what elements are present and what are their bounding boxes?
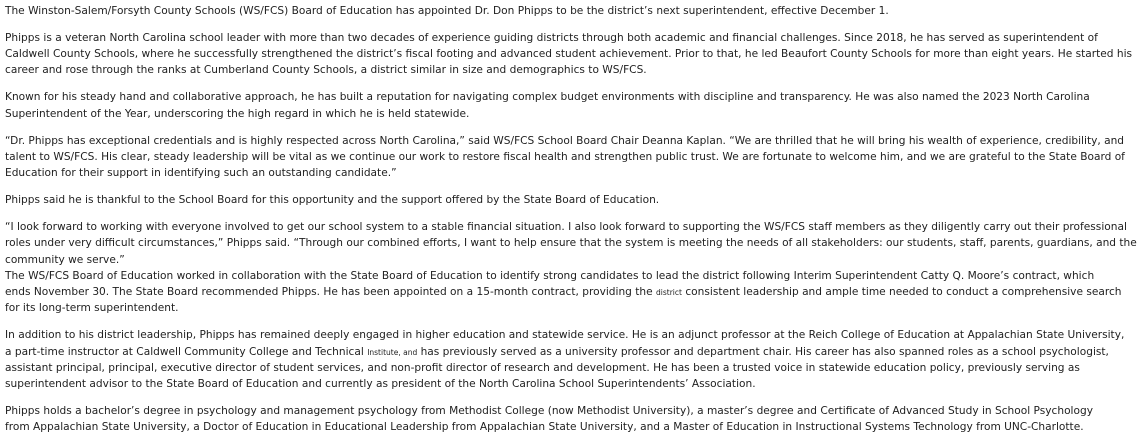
paragraph bbox=[5, 268, 1122, 317]
text-run: superintendent advisor to the State Board of Education and currently as president of the North Carolina School Superintendents’ Association. bbox=[5, 378, 756, 391]
text-line bbox=[5, 284, 1122, 300]
text-line bbox=[5, 106, 1022, 122]
paragraph bbox=[5, 327, 1125, 392]
text-run: for its long-term superintendent. bbox=[5, 302, 179, 315]
text-line bbox=[5, 89, 1090, 105]
paragraph bbox=[5, 3, 1022, 19]
text-line bbox=[5, 327, 1125, 343]
text-line bbox=[5, 252, 1022, 268]
paragraph bbox=[5, 133, 1125, 182]
text-line bbox=[5, 419, 1084, 435]
text-run: Phipps said he is thankful to the School Board for this opportunity and the support offered by the State Board of Education. bbox=[5, 194, 660, 207]
text-line bbox=[5, 403, 1093, 419]
text-line bbox=[5, 192, 1022, 208]
text-run: The WS/FCS Board of Education worked in collaboration with the State Board of Education to identify strong candidates to lead the district following Interim Superintendent Catty Q. Moore’s contract, which bbox=[5, 269, 1095, 282]
text-run: “I look forward to working with everyone involved to get our school system to a stable financial situation. I also look forward to supporting the WS/FCS staff members as they diligently carry out their professional bbox=[5, 220, 1127, 233]
small-text-run: Institute, and bbox=[367, 347, 418, 357]
text-line bbox=[5, 3, 1022, 19]
paragraph bbox=[5, 89, 1090, 122]
paragraph bbox=[5, 30, 1133, 79]
text-line bbox=[5, 133, 1125, 149]
text-run: Superintendent of the Year, underscoring the high regard in which he is held statewide. bbox=[5, 107, 470, 120]
text-run: Phipps holds a bachelor’s degree in psychology and management psychology from Methodist College (now Methodist University), a master’s degree and Certificate of Advanced Study in School Psychology bbox=[5, 405, 1093, 418]
text-line bbox=[5, 376, 1022, 392]
text-line bbox=[5, 268, 1095, 284]
text-line bbox=[5, 62, 1022, 78]
text-run: In addition to his district leadership, Phipps has remained deeply engaged in higher education and statewide service. He is an adjunct professor at the Reich College of Education at Appalachian State University, bbox=[5, 329, 1125, 342]
text-line bbox=[5, 344, 1109, 360]
text-line bbox=[5, 30, 1098, 46]
text-line bbox=[5, 219, 1127, 235]
paragraph bbox=[5, 192, 1022, 208]
text-run: Known for his steady hand and collaborative approach, he has built a reputation for navigating complex budget environments with discipline and transparency. He was also named the 2023 North Carolina bbox=[5, 91, 1090, 104]
text-line bbox=[5, 46, 1133, 62]
text-run: The Winston-Salem/Forsyth County Schools (WS/FCS) Board of Education has appointed Dr. Don Phipps to be the district’s next superintendent, effective December 1. bbox=[5, 5, 889, 17]
text-run: assistant principal, principal, executive director of student services, and non-profit director of research and development. He has been a trusted voice in statewide education policy, previously serving as bbox=[5, 361, 1080, 374]
text-run: career and rose through the ranks at Cumberland County Schools, a district similar in size and demographics to WS/FCS. bbox=[5, 64, 647, 77]
text-run: Education for their support in identifying such an outstanding candidate.” bbox=[5, 167, 397, 180]
text-run: consistent leadership and ample time needed to conduct a comprehensive search bbox=[681, 286, 1122, 299]
small-text-run: district bbox=[656, 288, 682, 298]
text-run: talent to WS/FCS. His clear, steady leadership will be vital as we continue our work to restore fiscal health and strengthen public trust. We are fortunate to welcome him, and we are grateful to the State Board of bbox=[5, 150, 1125, 163]
paragraph bbox=[5, 219, 1137, 268]
text-run: community we serve.” bbox=[5, 253, 125, 266]
text-line bbox=[5, 149, 1125, 165]
text-run: Caldwell County Schools, where he successfully strengthened the district’s fiscal footing and advanced student achievement. Prior to that, he led Beaufort County Schools for more than eight years. He started his bbox=[5, 48, 1133, 61]
paragraph bbox=[5, 403, 1093, 436]
text-line bbox=[5, 360, 1080, 376]
text-line bbox=[5, 300, 1022, 316]
text-run: “Dr. Phipps has exceptional credentials and is highly respected across North Carolina,” said WS/FCS School Board Chair Deanna Kaplan. “We are thrilled that he will bring his wealth of experience, credibility, and bbox=[5, 134, 1125, 147]
text-run: has previously served as a university professor and department chair. His career has also spanned roles as a school psychologist, bbox=[417, 345, 1109, 358]
text-run: roles under very difficult circumstances,” Phipps said. “Through our combined efforts, I want to help ensure that the system is meeting the needs of all stakeholders: our students, staff, parents, guardians, and the bbox=[5, 237, 1137, 250]
text-run: from Appalachian State University, a Doctor of Education in Educational Leadership from Appalachian State University, and a Master of Education in Instructional Systems Technology from UNC-Charlotte. bbox=[5, 421, 1084, 434]
text-run: ends November 30. The State Board recommended Phipps. He has been appointed on a 15-month contract, providing the bbox=[5, 286, 657, 299]
text-run: a part-time instructor at Caldwell Community College and Technical bbox=[5, 345, 368, 358]
text-line bbox=[5, 235, 1137, 251]
text-line bbox=[5, 165, 1022, 181]
article-body bbox=[5, 3, 1137, 446]
text-run: Phipps is a veteran North Carolina school leader with more than two decades of experience guiding districts through both academic and financial challenges. Since 2018, he has served as superintendent of bbox=[5, 31, 1098, 44]
